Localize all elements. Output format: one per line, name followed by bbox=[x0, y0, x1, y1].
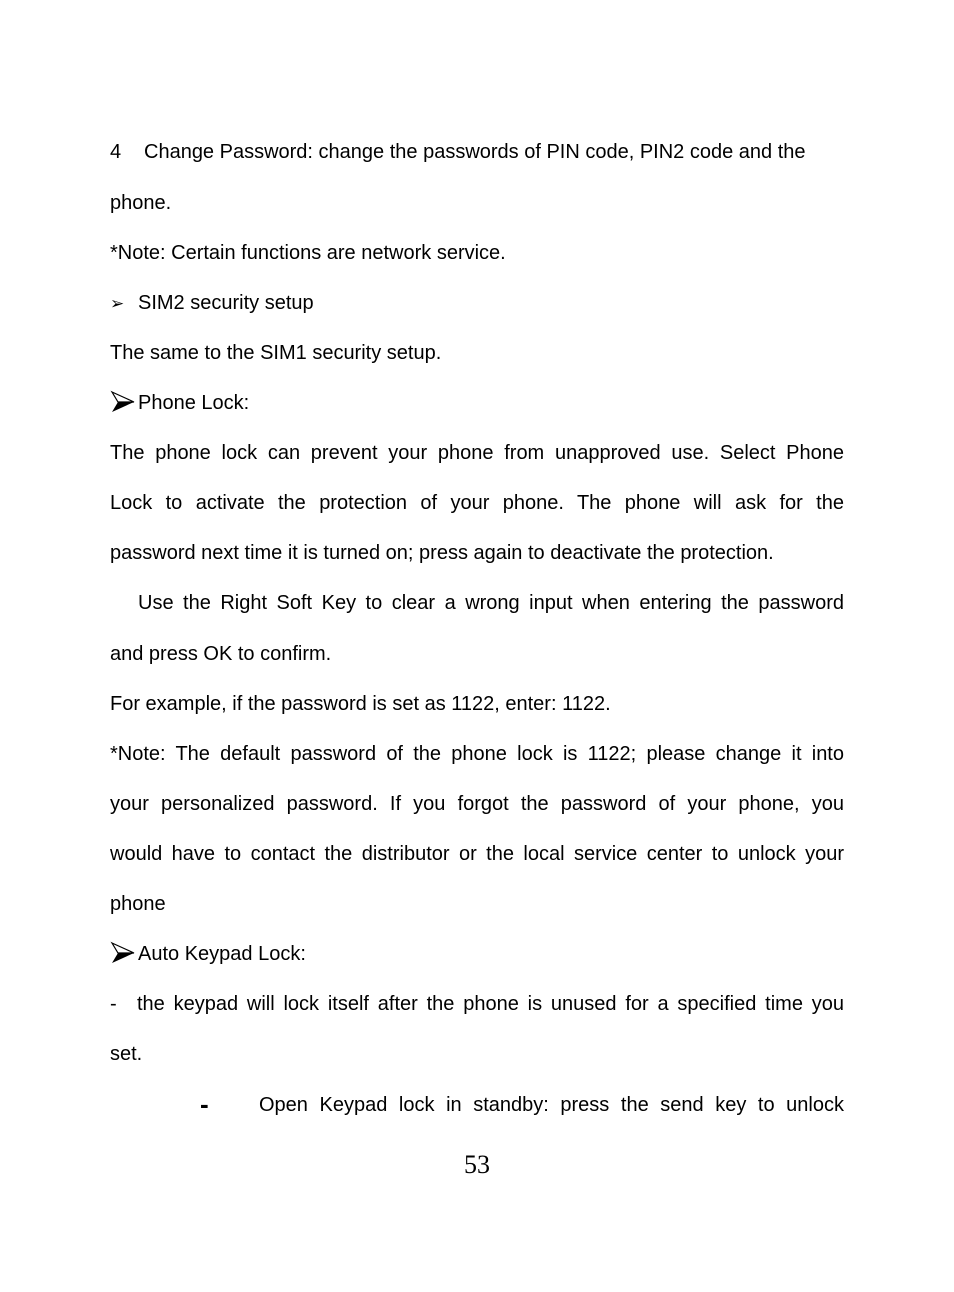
auto-keypad-line1 bbox=[110, 992, 844, 1016]
sim2-text: The same to the SIM1 security setup. bbox=[110, 342, 442, 364]
phone-lock-para1-line2: Lock to activate the protection of your phone. The phone will ask for the bbox=[110, 492, 844, 514]
item-4-line-1 bbox=[110, 140, 844, 164]
sub-item-dash: - bbox=[200, 1089, 209, 1119]
phone-lock-note-line3: would have to contact the distributor or the local service center to unlock your bbox=[110, 843, 844, 865]
item-4-text: Change Password: change the passwords of PIN code, PIN2 code and the bbox=[144, 141, 806, 163]
sub-item-text: Open Keypad lock in standby: press the send key to unlock bbox=[259, 1094, 844, 1116]
arrow-bullet-icon bbox=[110, 390, 136, 414]
arrow-bullet-icon bbox=[110, 941, 136, 965]
auto-keypad-dash: - bbox=[110, 993, 117, 1015]
item-number: 4 bbox=[110, 141, 122, 163]
phone-lock-para2-line2: and press OK to confirm. bbox=[110, 643, 332, 665]
phone-lock-para2-line1: Use the Right Soft Key to clear a wrong input when entering the password bbox=[138, 592, 844, 614]
phone-lock-para1-line3: password next time it is turned on; press again to deactivate the protection. bbox=[110, 542, 774, 564]
note-network-service: *Note: Certain functions are network service. bbox=[110, 242, 506, 264]
auto-keypad-line1-text: the keypad will lock itself after the phone is unused for a specified time you bbox=[137, 993, 844, 1015]
auto-keypad-heading: Auto Keypad Lock: bbox=[138, 943, 306, 965]
auto-keypad-heading-row bbox=[110, 942, 844, 966]
item-4-line-2: phone. bbox=[110, 192, 172, 214]
page-number: 53 bbox=[464, 1150, 490, 1179]
sim2-heading: SIM2 security setup bbox=[138, 292, 314, 314]
phone-lock-para1-line1: The phone lock can prevent your phone from unapproved use. Select Phone bbox=[110, 442, 844, 464]
phone-lock-heading-row bbox=[110, 391, 844, 415]
phone-lock-example: For example, if the password is set as 1122, enter: 1122. bbox=[110, 693, 611, 715]
sim2-bullet-icon: ➢ bbox=[110, 294, 125, 314]
sim2-heading-row bbox=[110, 291, 844, 316]
phone-lock-heading: Phone Lock: bbox=[138, 392, 250, 414]
phone-lock-note-line1: *Note: The default password of the phone lock is 1122; please change it into bbox=[110, 743, 844, 765]
auto-keypad-line2: set. bbox=[110, 1043, 143, 1065]
phone-lock-note-line4: phone bbox=[110, 893, 166, 915]
phone-lock-note-line2: your personalized password. If you forgot the password of your phone, you bbox=[110, 793, 844, 815]
